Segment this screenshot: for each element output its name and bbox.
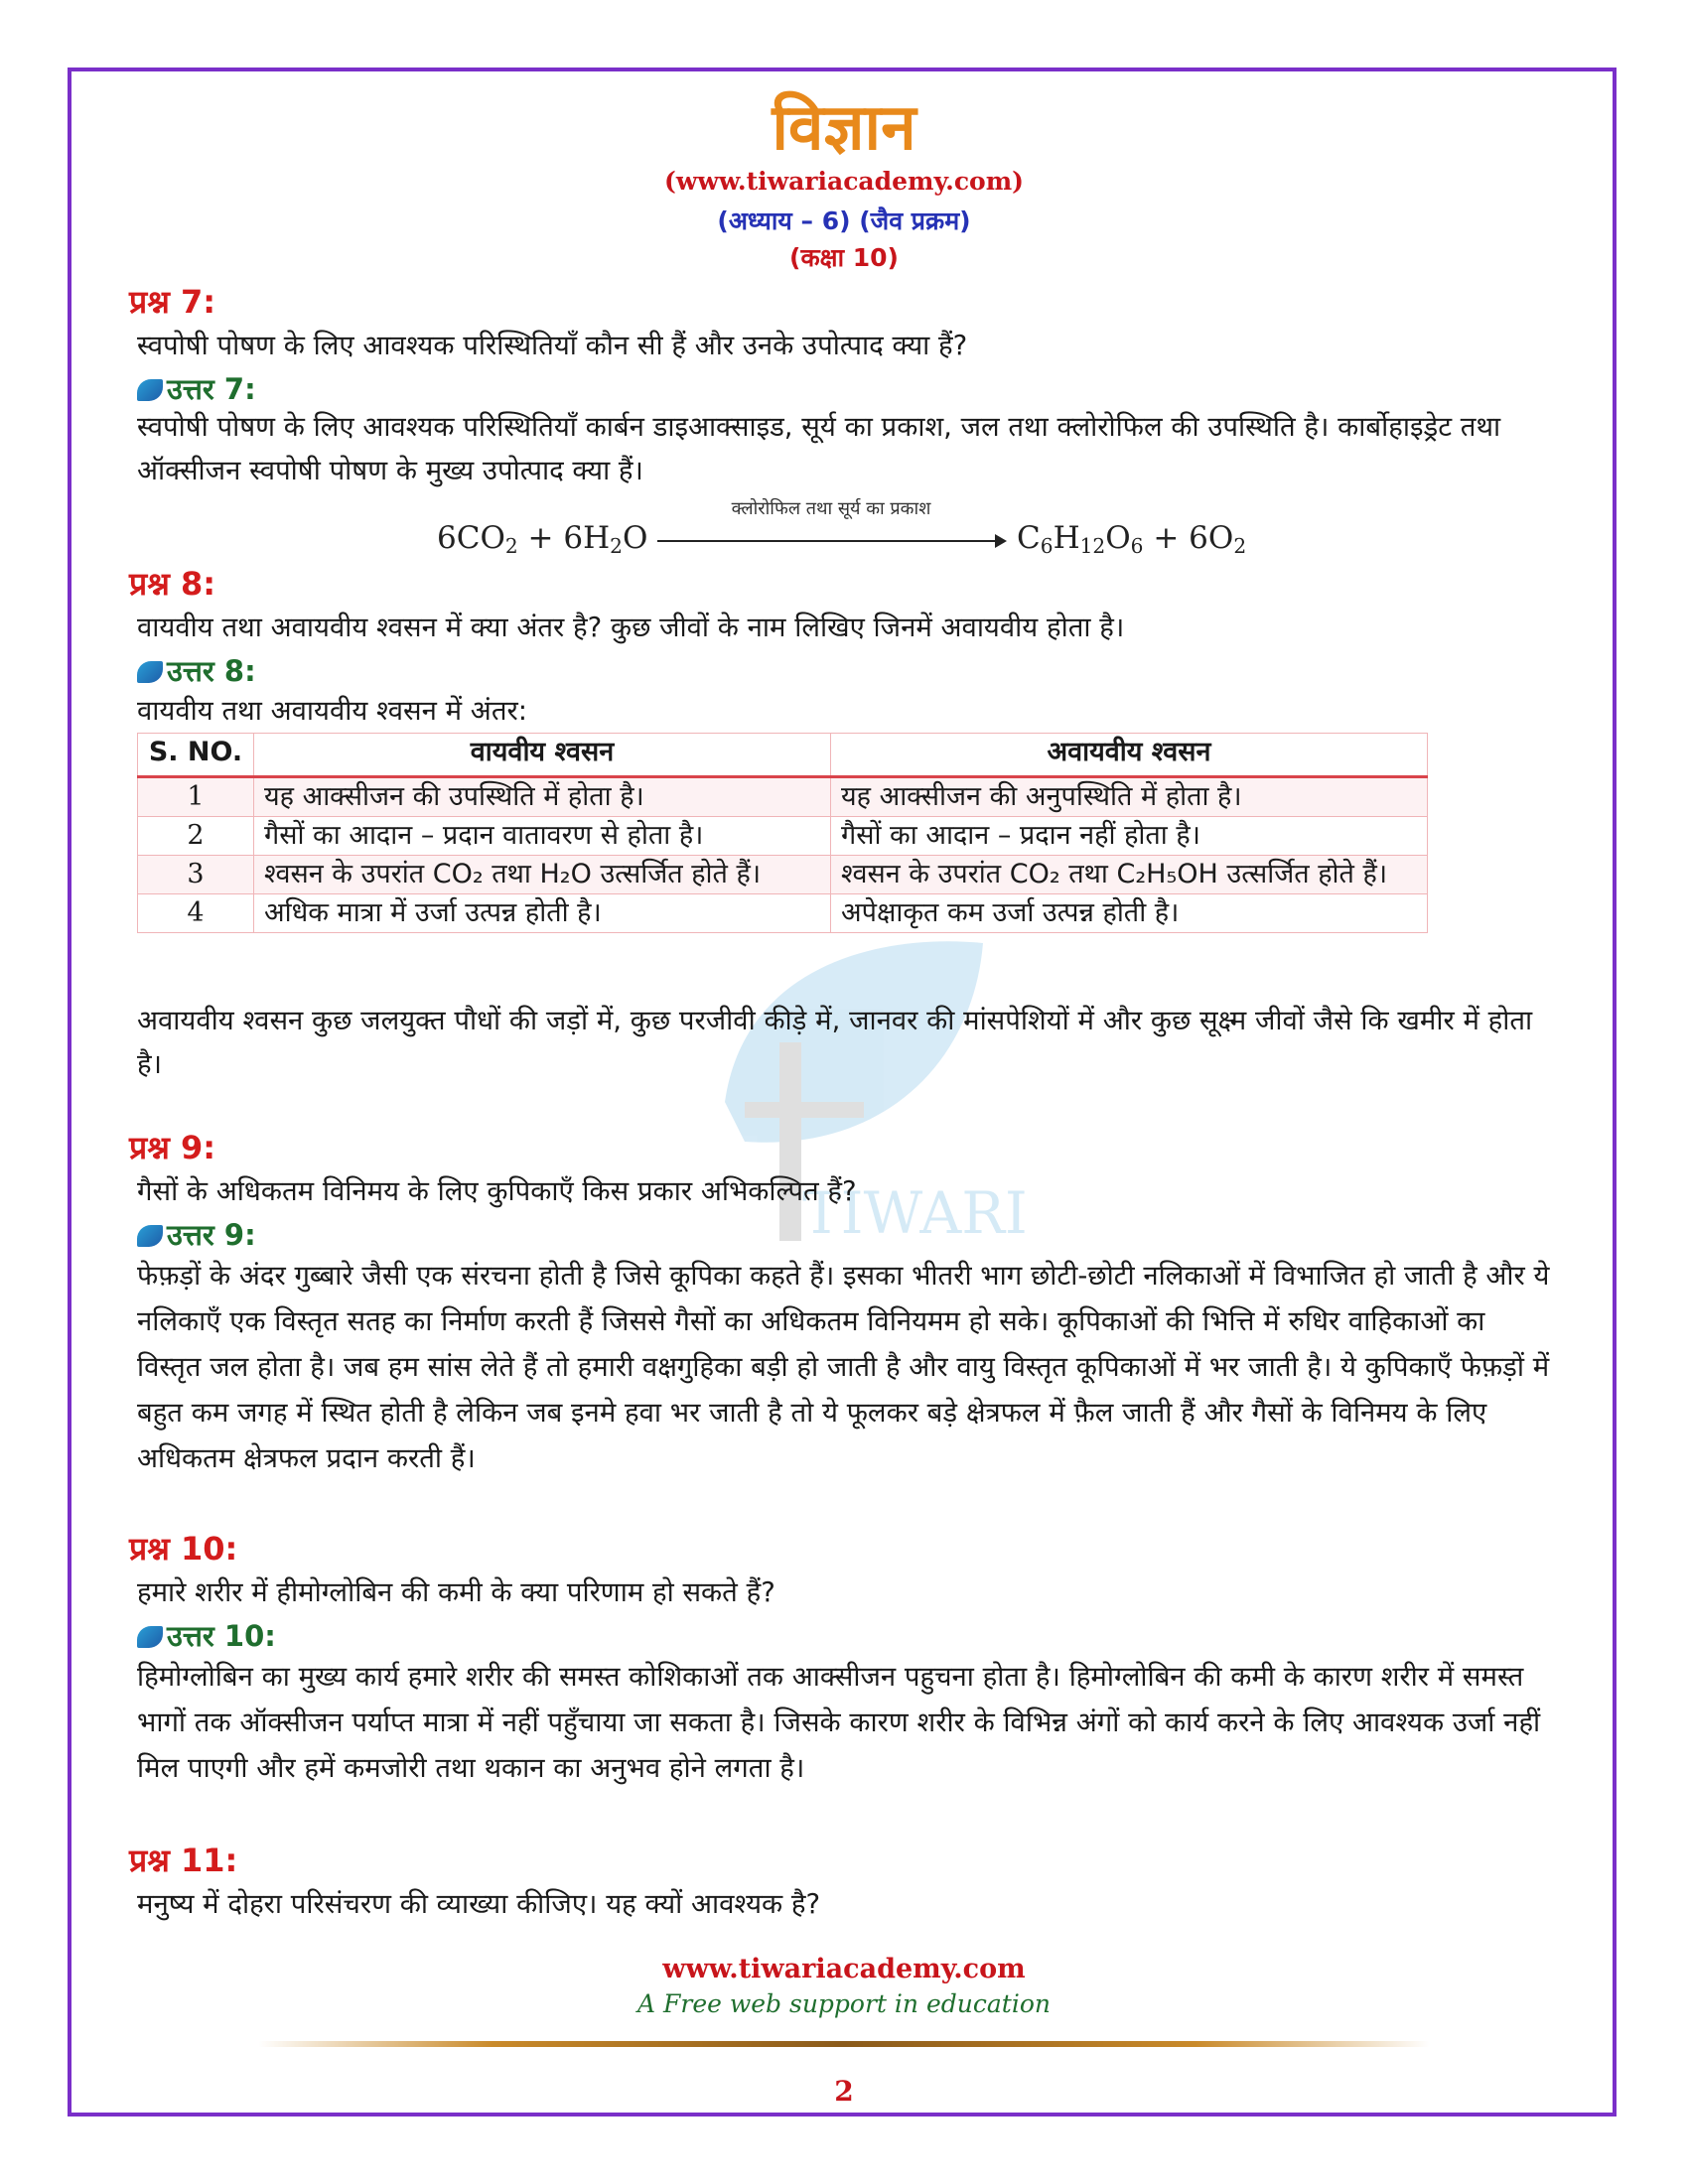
table-cell: 4 [138,894,254,933]
chapter-label: (अध्याय – 6) (जैव प्रक्रम) [717,206,971,235]
photosynthesis-equation [437,498,1251,564]
table-header: वायवीय श्वसन [254,734,831,777]
table-row [138,817,1428,856]
answer-10-text: हिमोग्लोबिन का मुख्य कार्य हमारे शरीर की समस्त कोशिकाओं तक आक्सीजन पहुचना होता है। हिमोग्लोबिन की कमी के कारण शरीर में समस्त भागों तक ऑक्सीजन पर्याप्त मात्रा में नहीं पहुँचाया जा सकता है। जिसके कारण शरीर के विभिन्न अंगों को कार्य करने के लिए आवश्यक उर्जा नहीं मिल पाएगी और हमें कमजोरी तथा थकान का अनुभव होने लगता है। [137,1661,1541,1784]
table-cell: गैसों का आदान – प्रदान नहीं होता है। [831,817,1428,856]
footer-divider [258,2041,1430,2047]
answer-10-heading: उत्तर 10: [137,1616,276,1655]
answer-9-text: फेफ़ड़ों के अंदर गुब्बारे जैसी एक संरचना होती है जिसे कूपिका कहते हैं। इसका भीतरी भाग छोटी-छोटी नलिकाओं में विभाजित हो जाती है और ये नलिकाएँ एक विस्तृत सतह का निर्माण करती हैं जिससे गैसों का अधिकतम विनियमम हो सके। कूपिकाओं की भित्ति में रुधिर वाहिकाओं का विस्तृत जल होता है। जब हम सांस लेते हैं तो हमारी वक्षगुहिका बड़ी हो जाती है और वायु विस्तृत कूपिकाओं में भर जाती है। ये कुपिकाएँ फेफ़ड़ों में बहुत कम जगह में स्थित होती है लेकिन जब इनमे हवा भर जाती है तो ये फूलकर बड़े क्षेत्रफल में फ़ैल जाती हैं और गैसों के विनिमय के लिए अधिकतम क्षेत्रफल प्रदान करती हैं। [137,1260,1550,1474]
question-10-text: हमारे शरीर में हीमोग्लोबिन की कमी के क्या परिणाम हो सकते हैं? [137,1576,775,1608]
leaf-icon [137,661,163,683]
footer-tagline: A Free web support in education [637,1989,1051,2018]
equation-products: $C_6H_{12}O_6 + 6O_2$ [1017,520,1247,559]
table-header: S. NO. [138,734,254,777]
reaction-arrow-icon [657,540,1005,542]
question-8-text: वायवीय तथा अवायवीय श्वसन में क्या अंतर है? कुछ जीवों के नाम लिखिए जिनमें अवायवीय होता है। [137,612,1125,643]
table-cell: अधिक मात्रा में उर्जा उत्पन्न होती है। [254,894,831,933]
table-header-row [138,734,1428,777]
site-url: (www.tiwariacademy.com) [663,167,1024,196]
question-11-text: मनुष्य में दोहरा परिसंचरण की व्याख्या कीजिए। यह क्यों आवश्यक है? [137,1888,821,1920]
table-cell: श्वसन के उपरांत CO₂ तथा C₂H₅OH उत्सर्जित होते हैं। [831,856,1428,894]
table-header: अवायवीय श्वसन [831,734,1428,777]
leaf-icon [137,1225,163,1247]
answer-8-intro: वायवीय तथा अवायवीय श्वसन में अंतर: [137,695,528,727]
question-9-text: गैसों के अधिकतम विनिमय के लिए कुपिकाएँ किस प्रकार अभिकल्पित हैं? [137,1175,857,1207]
leaf-icon [137,1626,163,1648]
page-title: विज्ञान [772,91,916,165]
question-11-heading: प्रश्न 11: [129,1842,238,1879]
question-8-heading: प्रश्न 8: [129,565,216,603]
answer-7-heading: उत्तर 7: [137,369,256,408]
table-cell: अपेक्षाकृत कम उर्जा उत्पन्न होती है। [831,894,1428,933]
answer-7-text: स्वपोषी पोषण के लिए आवश्यक परिस्थितियाँ कार्बन डाइआक्साइड, सूर्य का प्रकाश, जल तथा क्लोरोफिल की उपस्थिति है। कार्बोहाइड्रेट तथा ऑक्सीजन स्वपोषी पोषण के मुख्य उपोत्पाद क्या हैं। [137,411,1501,486]
question-9-heading: प्रश्न 9: [129,1129,216,1166]
question-7-heading: प्रश्न 7: [129,283,216,321]
equation-condition: क्लोरोफिल तथा सूर्य का प्रकाश [731,498,931,519]
answer-9-heading: उत्तर 9: [137,1215,256,1254]
table-cell: श्वसन के उपरांत CO₂ तथा H₂O उत्सर्जित होते हैं। [254,856,831,894]
footer-url[interactable]: www.tiwariacademy.com [662,1954,1026,1984]
table-cell: यह आक्सीजन की अनुपस्थिति में होता है। [831,777,1428,817]
page-number: 2 [834,2075,854,2108]
table-cell: 2 [138,817,254,856]
table-cell: 1 [138,777,254,817]
class-label: (कक्षा 10) [789,243,899,272]
table-row [138,894,1428,933]
answer-8-heading: उत्तर 8: [137,651,256,690]
question-7-text: स्वपोषी पोषण के लिए आवश्यक परिस्थितियाँ कौन सी हैं और उनके उपोत्पाद क्या हैं? [137,330,968,361]
table-cell: यह आक्सीजन की उपस्थिति में होता है। [254,777,831,817]
leaf-icon [137,379,163,401]
watermark-text: TIWARI [802,1179,1028,1247]
respiration-comparison-table [137,733,1428,933]
question-10-heading: प्रश्न 10: [129,1530,238,1568]
table-cell: गैसों का आदान – प्रदान वातावरण से होता है। [254,817,831,856]
equation-reactants: $6CO_2 + 6H_2O$ [437,520,648,559]
table-cell: 3 [138,856,254,894]
table-row [138,856,1428,894]
answer-8-note: अवायवीय श्वसन कुछ जलयुक्त पौधों की जड़ों में, कुछ परजीवी कीड़े में, जानवर की मांसपेशियों में और कुछ सूक्ष्म जीवों जैसे कि खमीर में होता है। [137,1005,1533,1080]
table-row [138,777,1428,817]
